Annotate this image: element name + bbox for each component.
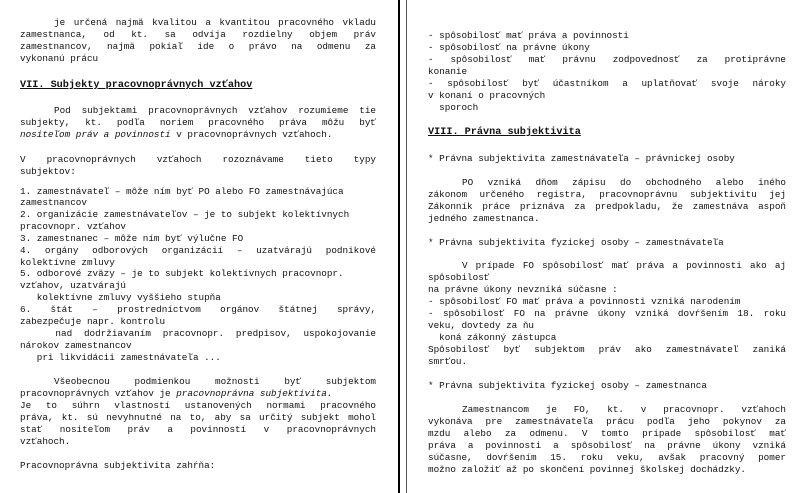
paragraph-line: V pracovnoprávnych vzťahoch rozoznávame tieto typy: [20, 154, 376, 165]
list-item: 2. organizácie zamestnávateľov – je to subjekt kolektívnych: [20, 209, 350, 220]
italic-phrase: nositeľom práv a povinností: [20, 129, 171, 140]
section-heading: VIII. Právna subjektivita: [428, 127, 581, 138]
list-item: konanie: [428, 66, 468, 77]
list-item: - spôsobilosť mať práva a povinnosti: [428, 30, 629, 41]
paragraph-line: [20, 388, 332, 399]
list-item: - spôsobilosť FO na právne úkony vzniká dovŕšením 18. roku: [428, 308, 786, 319]
text-run: pracovnoprávnych vzťahov je: [20, 388, 177, 399]
paragraph-line: Pracovnoprávna subjektivita zahŕňa:: [20, 460, 216, 471]
list-item: 6. štát – prostredníctvom orgánov štátnej správy,: [20, 304, 376, 315]
paragraph-line: subjekty, kt. podľa noriem pracovného práva môžu byť: [20, 117, 376, 128]
list-item: sporoch: [428, 102, 479, 113]
paragraph-line: možno založiť až po skončení povinnej školskej dochádzky.: [428, 464, 747, 475]
paragraph-line: [20, 129, 332, 140]
list-item: 5. odborové zväzy – je to subjekt kolektívnych pracovnopr.: [20, 268, 344, 279]
right-column: [428, 0, 786, 493]
section-heading: VII. Subjekty pracovnoprávnych vzťahov: [20, 80, 253, 91]
subheading: * Právna subjektivita fyzickej osoby – zamestnanca: [428, 380, 707, 391]
paragraph-line: Zákonník práce priznáva za predpokladu, že zamestnáva aspoň: [428, 201, 786, 212]
paragraph-line: spôsobilosť: [428, 272, 490, 283]
list-item: vzťahov, uzatvárajú: [20, 280, 127, 291]
list-item: nad dodržiavaním pracovnopr. predpisov, uspokojovanie: [20, 328, 376, 339]
list-item: koná zákonný zástupca: [428, 332, 557, 343]
paragraph-line: na právne úkony nevzniká súčasne :: [428, 284, 618, 295]
paragraph-line: je určená najmä kvalitou a kvantitou pracovného vkladu: [54, 17, 376, 28]
paragraph-line: Všeobecnou podmienkou možnosti byť subjektom: [54, 376, 376, 387]
page-divider: [398, 0, 400, 493]
paragraph-line: V prípade FO spôsobilosť mať práva a povinnosti ako aj: [462, 260, 786, 271]
paragraph-line: mzdu alebo za odmenu. V tomto prípade spôsobilosť mať: [428, 428, 786, 439]
list-item: veku, dovtedy za ňu: [428, 320, 535, 331]
list-item: pri likvidácii zamestnávateľa ...: [20, 352, 221, 363]
paragraph-line: práva, kt. sú nevyhnutné na to, aby sa určitý subjekt mohol: [20, 412, 376, 423]
paragraph-line: zamestnancov, najmä pokiaľ ide o právo na odmenu za: [20, 41, 376, 52]
paragraph-line: stať nositeľom práv a povinností v pracovnoprávnych: [20, 424, 376, 435]
paragraph-line: subjektov:: [20, 166, 76, 177]
page-divider: [406, 0, 407, 493]
paragraph-line: jedného zamestnanca.: [428, 213, 540, 224]
list-item: zamestnancov: [20, 197, 87, 208]
paragraph-line: vykonanú prácu: [20, 53, 99, 64]
subheading: * Právna subjektivita zamestnávateľa – právnickej osoby: [428, 153, 735, 164]
paragraph-line: Zamestnancom je FO, kt. v pracovnopr. vzťahoch: [462, 404, 786, 415]
list-item: v konaní o pracovných: [428, 90, 546, 101]
paragraph-line: Je to súhrn vlastností ustanovených normami pracovného: [20, 400, 376, 411]
list-item: kolektívne zmluvy vyššieho stupňa: [20, 292, 221, 303]
list-item: - spôsobilosť mať právnu zodpovednosť za protiprávne: [428, 54, 786, 65]
list-item: kolektívne zmluvy: [20, 257, 115, 268]
italic-phrase: pracovnoprávna subjektivita.: [176, 388, 333, 399]
paragraph-line: zákonom určeného registra, pracovnoprávnu subjektivitu jej: [428, 189, 786, 200]
text-run: v pracovnoprávnych vzťahoch.: [170, 129, 333, 140]
list-item: 3. zamestnanec – môže ním byť výlučne FO: [20, 233, 244, 244]
paragraph-line: súčasne, dovŕšením 15. roku veku, avšak pracovný pomer: [428, 452, 786, 463]
paragraph-line: smrťou.: [428, 356, 468, 367]
left-column: [20, 0, 376, 493]
list-item: 4. orgány odborových organizácií – uzatvárajú podnikové: [20, 245, 376, 256]
paragraph-line: Spôsobilosť byť subjektom práv ako zamestnávateľ zaniká: [428, 344, 786, 355]
paragraph-line: vykonáva pre zamestnávateľa prácu podľa jeho pokynov za: [428, 416, 786, 427]
list-item: pracovnopr. vzťahov: [20, 221, 127, 232]
paragraph-line: zamestnanca, od kt. sa odvíja rozdielny objem práv: [20, 29, 376, 40]
paragraph-line: vzťahoch.: [20, 436, 71, 447]
list-item: - spôsobilosť byť účastníkom a uplatňovať svoje nároky: [428, 78, 786, 89]
list-item: zabezpečuje napr. kontrolu: [20, 316, 166, 327]
paragraph-line: Pod subjektami pracovnoprávnych vzťahov rozumieme tie: [54, 105, 376, 116]
list-item: 1. zamestnávateľ – môže ním byť PO alebo FO zamestnávajúca: [20, 186, 344, 197]
list-item: - spôsobilosť na právne úkony: [428, 42, 590, 53]
list-item: - spôsobilosť FO mať práva a povinnosti vzniká narodením: [428, 296, 741, 307]
paragraph-line: práva a povinnosti a spôsobilosť na právne úkony vzniká: [428, 440, 786, 451]
list-item: nárokov zamestnancov: [20, 340, 132, 351]
subheading: * Právna subjektivita fyzickej osoby – zamestnávateľa: [428, 237, 724, 248]
paragraph-line: PO vzniká dňom zápisu do obchodného alebo iného: [462, 177, 786, 188]
